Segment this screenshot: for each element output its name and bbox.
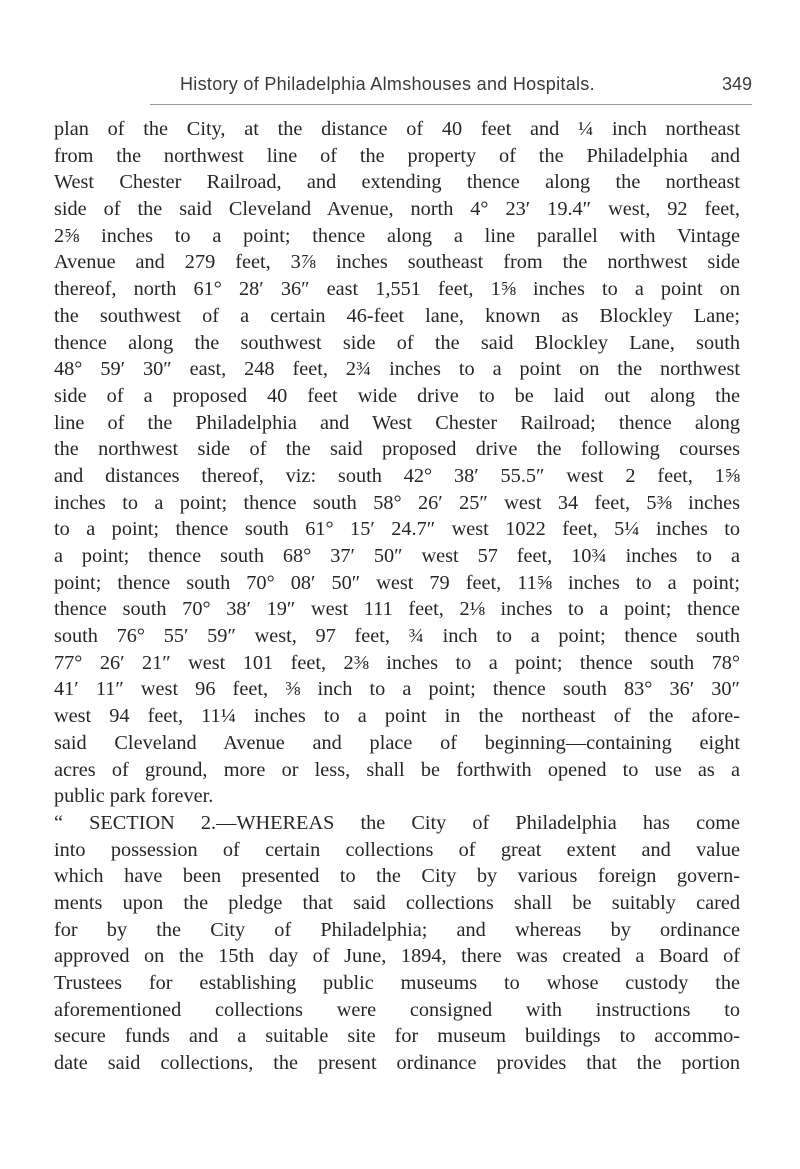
text-line: side of a proposed 40 feet wide drive to be laid out along the [54, 384, 740, 407]
text-line: west 94 feet, 11¼ inches to a point in the northeast of the afore- [54, 705, 740, 728]
text-line: West Chester Railroad, and extending thence along the northeast [54, 171, 740, 194]
text-line: for by the City of Philadelphia; and whereas by ordinance [54, 918, 740, 941]
text-line: plan of the City, at the distance of 40 feet and ¼ inch northeast [54, 118, 740, 140]
text-line: 77° 26′ 21″ west 101 feet, 2⅜ inches to a point; thence south 78° [54, 651, 740, 674]
page-number: 349 [721, 74, 752, 94]
text-line: thereof, north 61° 28′ 36″ east 1,551 feet, 1⅝ inches to a point on [54, 278, 740, 301]
text-line: approved on the 15th day of June, 1894, there was created a Board of [54, 945, 740, 968]
text-line: 2⅝ inches to a point; thence along a line parallel with Vintage [54, 224, 740, 247]
text-line: the southwest of a certain 46-feet lane, known as Blockley Lane; [54, 304, 740, 327]
section-heading-line: “ SECTION 2.—WHEREAS the City of Philadelphia has come [54, 811, 740, 834]
text-line: point; thence south 70° 08′ 50″ west 79 feet, 11⅝ inches to a point; [54, 571, 740, 594]
text-line: side of the said Cleveland Avenue, north 4° 23′ 19.4″ west, 92 feet, [54, 198, 740, 221]
text-line: a point; thence south 68° 37′ 50″ west 57 feet, 10¾ inches to a [54, 545, 740, 567]
text-line: inches to a point; thence south 58° 26′ 25″ west 34 feet, 5⅜ inches [54, 491, 740, 514]
text-line: to a point; thence south 61° 15′ 24.7″ west 1022 feet, 5¼ inches to [54, 518, 740, 541]
text-line: said Cleveland Avenue and place of beginning—containing eight [54, 731, 740, 754]
text-line: which have been presented to the City by various foreign govern- [54, 865, 740, 888]
text-line: thence south 70° 38′ 19″ west 111 feet, 2⅛ inches to a point; thence [54, 598, 740, 621]
text-line: Avenue and 279 feet, 3⅞ inches southeast from the northwest side [54, 251, 740, 274]
text-line: the northwest side of the said proposed drive the following courses [54, 438, 740, 461]
body-text [54, 116, 740, 1077]
text-line: aforementioned collections were consigned with instructions to [54, 998, 740, 1021]
text-line: thence along the southwest side of the said Blockley Lane, south [54, 331, 740, 354]
paragraph-end-line: public park forever. [54, 785, 214, 808]
text-line: 48° 59′ 30″ east, 248 feet, 2¾ inches to a point on the northwest [54, 358, 740, 381]
text-line: secure funds and a suitable site for museum buildings to accommo- [54, 1025, 740, 1048]
text-line: 41′ 11″ west 96 feet, ⅜ inch to a point; thence south 83° 36′ 30″ [54, 678, 740, 701]
text-line: and distances thereof, viz: south 42° 38′ 55.5″ west 2 feet, 1⅝ [54, 464, 740, 487]
text-line: date said collections, the present ordinance provides that the portion [54, 1052, 740, 1075]
text-line: ments upon the pledge that said collections shall be suitably cared [54, 891, 740, 914]
text-line: into possession of certain collections of great extent and value [54, 838, 740, 861]
running-header [150, 74, 752, 105]
running-title: History of Philadelphia Almshouses and Hospitals. [180, 74, 595, 94]
text-line: south 76° 55′ 59″ west, 97 feet, ¾ inch to a point; thence south [54, 625, 740, 648]
text-line: line of the Philadelphia and West Chester Railroad; thence along [54, 411, 740, 434]
text-line: from the northwest line of the property of the Philadelphia and [54, 144, 740, 167]
text-line: acres of ground, more or less, shall be forthwith opened to use as a [54, 758, 740, 781]
text-line: Trustees for establishing public museums to whose custody the [54, 972, 740, 994]
